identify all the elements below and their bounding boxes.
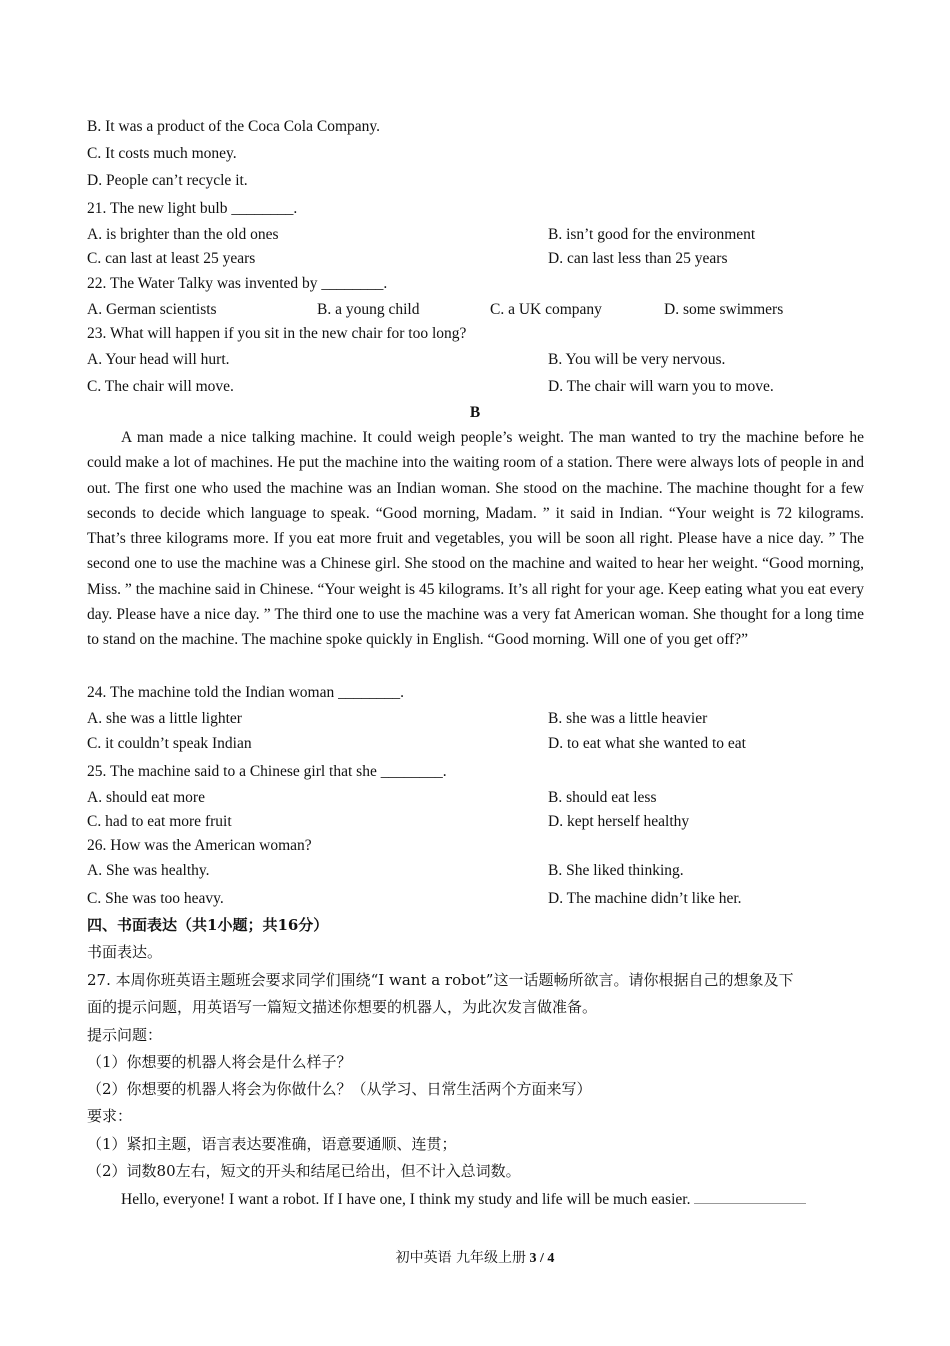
q21-option-b: B. isn’t good for the environment	[548, 226, 756, 243]
option-line: B. It was a product of the Coca Cola Company.	[87, 118, 381, 135]
q24-option-d: D. to eat what she wanted to eat	[548, 735, 746, 752]
q21-option-d: D. can last less than 25 years	[548, 250, 728, 267]
page-footer	[0, 1248, 950, 1269]
question-27-line2: 面的提示问题，用英语写一篇短文描述你想要的机器人，为此次发言做准备。	[87, 998, 598, 1016]
q21-option-a: A. is brighter than the old ones	[87, 226, 279, 243]
q26-option-a: A. She was healthy.	[87, 862, 210, 879]
q22-option-c: C. a UK company	[490, 301, 602, 318]
q22-option-b: B. a young child	[317, 301, 420, 318]
q23-option-d: D. The chair will warn you to move.	[548, 378, 774, 395]
q22-option-a: A. German scientists	[87, 301, 217, 318]
q26-option-d: D. The machine didn’t like her.	[548, 890, 742, 907]
q26-option-b: B. She liked thinking.	[548, 862, 684, 879]
requirement-1: （1）紧扣主题，语言表达要准确，语意要通顺、连贯；	[87, 1135, 457, 1153]
q25-option-c: C. had to eat more fruit	[87, 813, 232, 830]
essay-starter-text: Hello, everyone! I want a robot. If I have one, I think my study and life will be much easier.	[121, 1191, 691, 1208]
page-number: 3 / 4	[529, 1251, 555, 1266]
requirement-2: （2）词数80左右，短文的开头和结尾已给出，但不计入总词数。	[87, 1162, 521, 1180]
writing-subtitle: 书面表达。	[87, 943, 163, 961]
hint-2: （2）你想要的机器人将会为你做什么？（从学习、日常生活两个方面来写）	[87, 1080, 592, 1098]
option-line: D. People can’t recycle it.	[87, 172, 248, 189]
passage-text: A man made a nice talking machine. It could weigh people’s weight. The man wanted to try the machine before he could make a lot of machines. He put the machine into the waiting room of a station. There were always lots of people in and out. The first one who used the machine was an Indian woman. She stood on the machine. The machine thought for a few seconds to decide which language to speak. “Good morning, Madam. ” it said in Indian. “Your weight is 72 kilograms. That’s three kilograms more. If you eat more fruit and vegetables, you will be soon all right. Please have a nice day. ” The second one to use the machine was a Chinese girl. She stood on the machine and waited to hear her weight. “Good morning, Miss. ” the machine said in Chinese. “Your weight is 45 kilograms. It’s all right for your age. Keep eating what you eat every day. Please have a nice day. ” The third one to use the machine was a very fat American woman. She thought for a long time to stand on the machine. The machine spoke quickly in English. “Good morning. Will one of you get off?”	[87, 429, 864, 649]
option-line: C. It costs much money.	[87, 145, 237, 162]
section-b-heading: B	[469, 404, 481, 421]
q24-option-a: A. she was a little lighter	[87, 710, 242, 727]
essay-starter	[121, 1189, 806, 1210]
q23-option-a: A. Your head will hurt.	[87, 351, 230, 368]
reading-passage	[87, 425, 864, 653]
question-25: 25. The machine said to a Chinese girl that she ________.	[87, 763, 447, 780]
question-26: 26. How was the American woman?	[87, 837, 312, 854]
footer-label: 初中英语 九年级上册	[395, 1250, 527, 1266]
writing-section-title: 四、书面表达（共1小题；共16分）	[87, 916, 329, 934]
question-21: 21. The new light bulb ________.	[87, 200, 298, 217]
q22-option-d: D. some swimmers	[664, 301, 784, 318]
q25-option-b: B. should eat less	[548, 789, 657, 806]
q23-option-c: C. The chair will move.	[87, 378, 234, 395]
q23-option-b: B. You will be very nervous.	[548, 351, 726, 368]
hint-1: （1）你想要的机器人将会是什么样子？	[87, 1053, 352, 1071]
q25-option-a: A. should eat more	[87, 789, 205, 806]
question-23: 23. What will happen if you sit in the new chair for too long?	[87, 325, 467, 342]
question-24: 24. The machine told the Indian woman ________.	[87, 684, 404, 701]
q24-option-c: C. it couldn’t speak Indian	[87, 735, 252, 752]
hint-label: 提示问题：	[87, 1026, 163, 1044]
q21-option-c: C. can last at least 25 years	[87, 250, 256, 267]
question-22: 22. The Water Talky was invented by ________.	[87, 275, 388, 292]
q25-option-d: D. kept herself healthy	[548, 813, 690, 830]
q24-option-b: B. she was a little heavier	[548, 710, 708, 727]
requirement-label: 要求：	[87, 1107, 133, 1125]
answer-blank[interactable]	[694, 1189, 806, 1204]
q26-option-c: C. She was too heavy.	[87, 890, 224, 907]
question-27-line1: 27. 本周你班英语主题班会要求同学们围绕“I want a robot”这一话题畅所欲言。请你根据自己的想象及下	[87, 971, 794, 989]
